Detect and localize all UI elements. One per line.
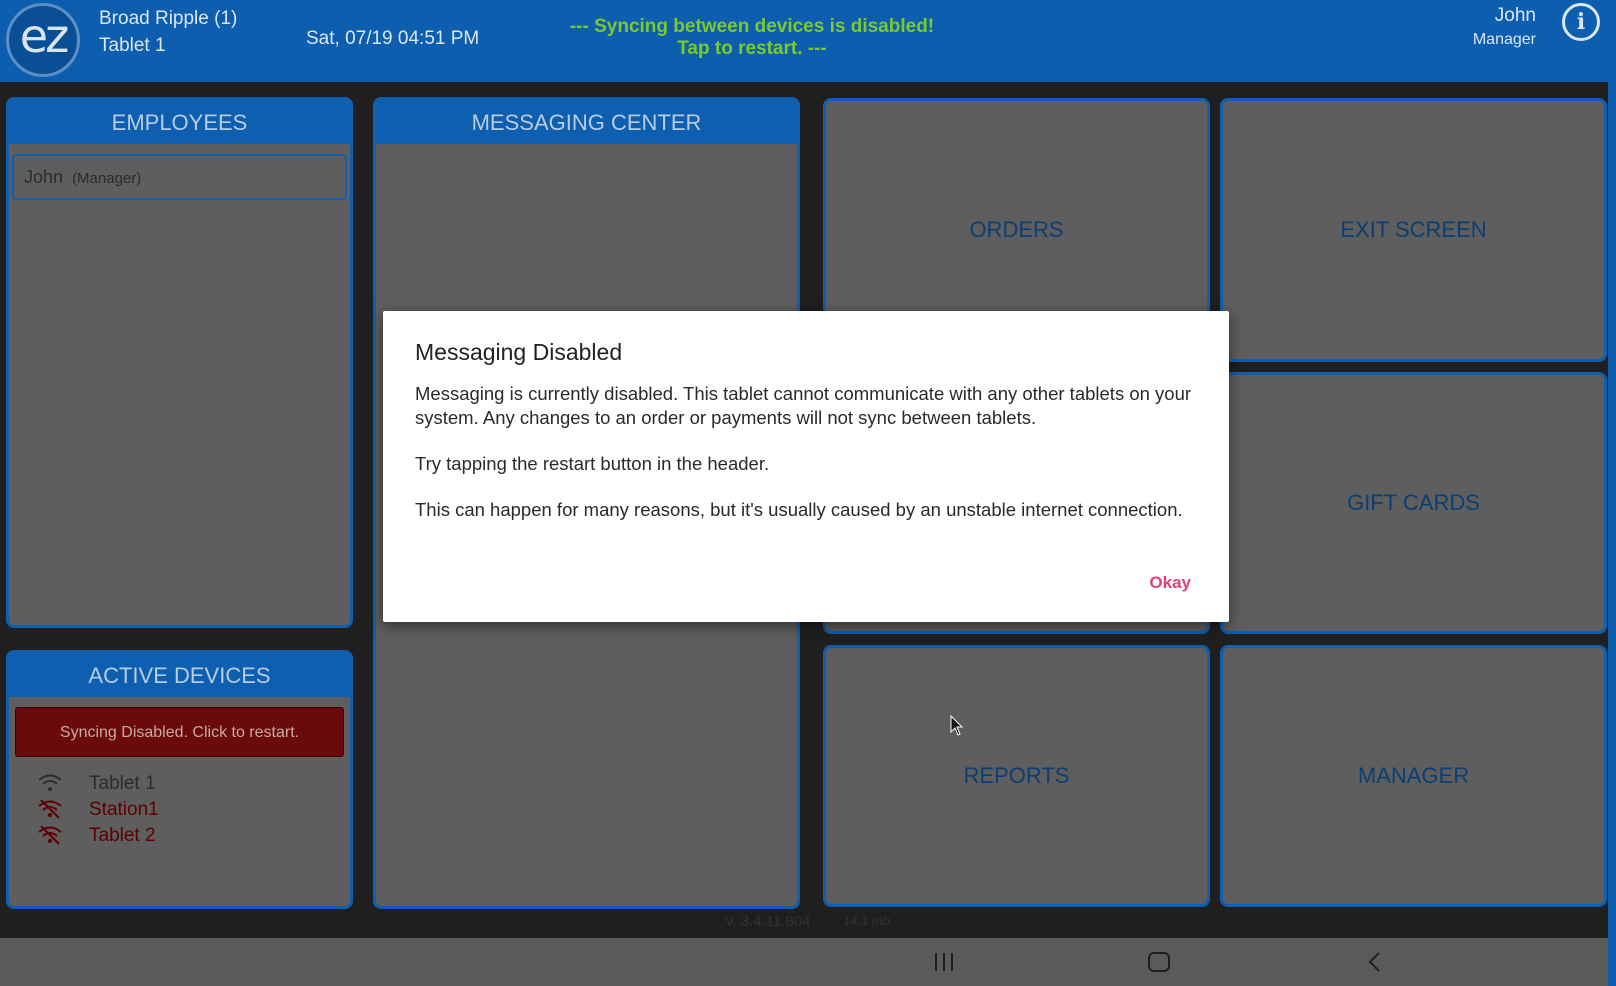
- wifi-off-icon: [37, 799, 63, 819]
- right-edge-bar: [1608, 0, 1616, 986]
- device-row: [29, 771, 350, 797]
- employee-role: (Manager): [72, 170, 142, 187]
- device-name: Tablet 2: [89, 825, 156, 846]
- wifi-icon: [37, 773, 63, 793]
- exit-screen-tile[interactable]: EXIT SCREEN: [1220, 98, 1607, 362]
- active-devices-title: ACTIVE DEVICES: [9, 653, 350, 697]
- reports-tile[interactable]: REPORTS: [823, 645, 1210, 907]
- dialog-paragraph: Try tapping the restart button in the header.: [415, 453, 770, 474]
- location-name: Broad Ripple (1): [99, 8, 238, 29]
- current-user-name: John: [1494, 5, 1536, 26]
- app-version: v. 3.4.11.804: [726, 913, 811, 930]
- manager-tile[interactable]: MANAGER: [1220, 645, 1607, 907]
- app-header: [0, 0, 1616, 82]
- home-icon[interactable]: [1147, 950, 1171, 974]
- restart-sync-button[interactable]: Syncing Disabled. Click to restart.: [15, 707, 344, 757]
- wifi-off-icon: [37, 825, 63, 845]
- dialog-body: [415, 382, 1195, 544]
- employee-name: John: [24, 167, 64, 187]
- info-icon[interactable]: i: [1562, 3, 1600, 41]
- ez-logo: ez: [6, 3, 80, 77]
- messaging-center-title: MESSAGING CENTER: [376, 100, 797, 144]
- header-datetime: Sat, 07/19 04:51 PM: [306, 28, 480, 49]
- dialog-title: Messaging Disabled: [415, 339, 623, 365]
- device-name: Tablet 1: [99, 35, 166, 56]
- current-user-role: Manager: [1472, 31, 1536, 48]
- device-row: [29, 797, 350, 823]
- device-name: Station1: [89, 799, 159, 820]
- back-icon[interactable]: [1363, 950, 1387, 974]
- employee-row[interactable]: [12, 154, 347, 200]
- orders-tile[interactable]: ORDERS: [823, 98, 1210, 362]
- sync-restart-banner[interactable]: --- Syncing between devices is disabled! Tap to restart. ---: [569, 16, 935, 59]
- employees-title: EMPLOYEES: [9, 100, 350, 144]
- recents-icon[interactable]: [932, 950, 956, 974]
- device-row: [29, 823, 350, 849]
- employees-panel: [6, 97, 353, 628]
- mouse-cursor-icon: [950, 715, 964, 737]
- dialog-paragraph: This can happen for many reasons, but it's usually caused by an unstable internet connection.: [415, 499, 1183, 520]
- device-name: Tablet 1: [89, 773, 156, 794]
- memory-usage: 14.1 mb: [843, 913, 890, 928]
- gift-cards-tile[interactable]: GIFT CARDS: [1220, 372, 1607, 634]
- active-devices-panel: [6, 650, 353, 909]
- android-nav-bar: [0, 938, 1608, 986]
- okay-button[interactable]: Okay: [1149, 573, 1191, 592]
- dialog-paragraph: Messaging is currently disabled. This tablet cannot communicate with any other tablets on your system. Any changes to an order or payments will not sync between tablets.: [415, 383, 1192, 428]
- messaging-disabled-dialog: [383, 311, 1229, 622]
